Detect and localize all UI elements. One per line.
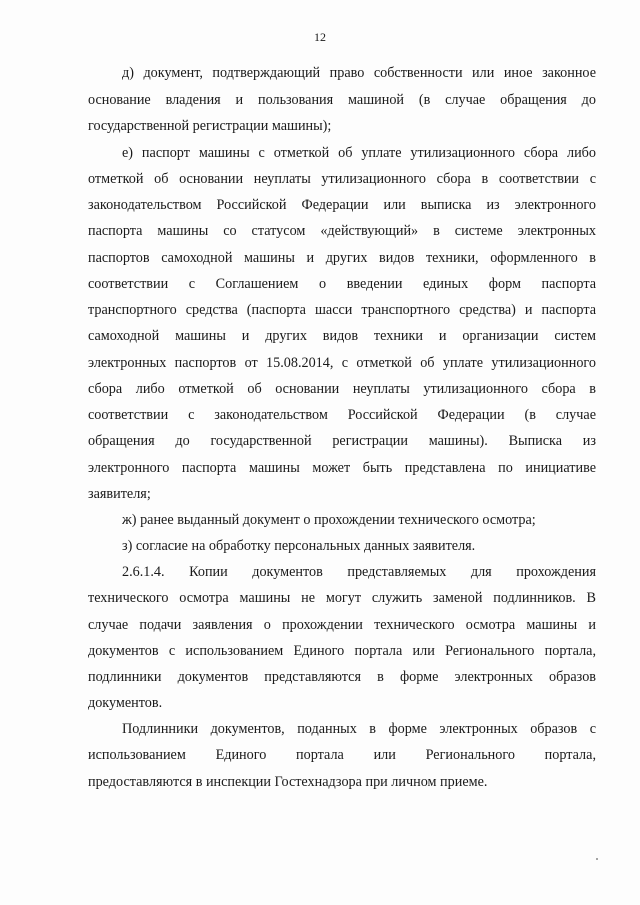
text-line: случае подачи заявления о прохождении технического осмотра машины и: [88, 617, 596, 633]
page-number: 12: [314, 30, 326, 44]
text-line: основание владения и пользования машиной (в случае обращения до: [88, 92, 596, 108]
text-line: подлинники документов представляются в форме электронных образов: [88, 669, 596, 685]
text-line: предоставляются в инспекции Гостехнадзора при личном приеме.: [88, 774, 488, 790]
text-line: з) согласие на обработку персональных данных заявителя.: [122, 538, 476, 554]
text-line: паспортов самоходной машины и других видов техники, оформленного в: [88, 250, 596, 266]
text-line: документов с использованием Единого портала или Регионального портала,: [88, 643, 596, 659]
text-line: самоходной машины и других видов техники и организации систем: [88, 328, 596, 344]
text-line: технического осмотра машины не могут служить заменой подлинников. В: [88, 590, 596, 606]
text-line: заявителя;: [88, 486, 151, 502]
text-line: соответствии с Соглашением о введении единых форм паспорта: [88, 276, 596, 292]
scan-speck: [596, 858, 598, 860]
text-line: использованием Единого портала или Регионального портала,: [88, 747, 596, 763]
text-line: обращения до государственной регистрации машины). Выписка из: [88, 433, 596, 449]
text-line: электронных паспортов от 15.08.2014, с отметкой об уплате утилизационного: [88, 355, 596, 371]
text-line: Подлинники документов, поданных в форме электронных образов с: [122, 721, 596, 737]
text-line: соответствии с законодательством Российской Федерации (в случае: [88, 407, 596, 423]
text-line: ж) ранее выданный документ о прохождении технического осмотра;: [122, 512, 536, 528]
text-line: государственной регистрации машины);: [88, 118, 332, 134]
text-line: отметкой об основании неуплаты утилизационного сбора в соответствии с: [88, 171, 596, 187]
text-line: 2.6.1.4. Копии документов представляемых для прохождения: [122, 564, 596, 580]
text-line: сбора либо отметкой об основании неуплаты утилизационного сбора в: [88, 381, 596, 397]
text-line: е) паспорт машины с отметкой об уплате утилизационного сбора либо: [122, 145, 596, 161]
text-line: паспорта машины со статусом «действующий» в системе электронных: [88, 223, 596, 239]
text-line: транспортного средства (паспорта шасси транспортного средства) и паспорта: [88, 302, 596, 318]
text-line: электронного паспорта машины может быть представлена по инициативе: [88, 460, 596, 476]
text-line: д) документ, подтверждающий право собственности или иное законное: [122, 65, 596, 81]
text-line: законодательством Российской Федерации или выписка из электронного: [88, 197, 596, 213]
text-line: документов.: [88, 695, 163, 711]
